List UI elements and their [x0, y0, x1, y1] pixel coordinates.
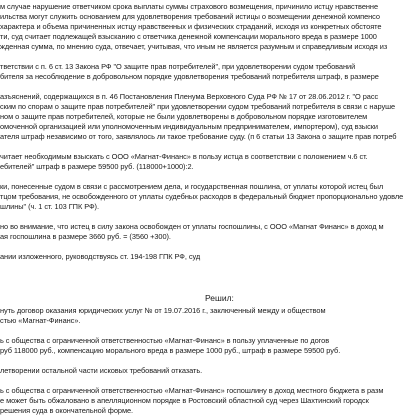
text-line: руб 118000 руб., компенсацию морального вреда в размере 1000 руб., штраф в размере 59500 руб.: [0, 346, 341, 355]
blank-line: [0, 272, 400, 282]
text-line: тцом требования, не освобожденного от уплаты судебных расходов в федеральный бюджет пропорционально удовле: [0, 192, 403, 201]
text-line: м случае нарушение ответчиком срока выплаты суммы страхового возмещения, причинило истцу нравственне: [0, 2, 378, 11]
text-line: ильства могут служить основанием для удовлетворения требований истицы о возмещении денежной компенсо: [0, 12, 380, 21]
blank-line: [0, 82, 400, 92]
blank-line: [0, 296, 400, 306]
text-line: ь с общества с ограниченной ответственностью «Магнат-Финанс» госпошлину в доход местного бюджета в разм: [0, 386, 384, 395]
text-line: шлины" (ч. 1 ст. 103 ГПК РФ).: [0, 202, 99, 211]
text-line: е может быть обжаловано в апелляционном порядке в Ростовский областной суд через Шахтинский городск: [0, 396, 369, 405]
decision-heading: Решил:: [205, 293, 234, 303]
blank-line: [0, 376, 400, 386]
text-line: летворении остальной части исковых требований отказать.: [0, 366, 203, 375]
blank-line: [0, 142, 400, 152]
text-line: решения суда в окончательной форме.: [0, 406, 134, 415]
blank-line: [0, 212, 400, 222]
text-line: ателя штраф независимо от того, заявлялось ли такое требование суду. (п 6 статьи 13 Закона о защите прав потреб: [0, 132, 397, 141]
blank-line: [0, 262, 400, 272]
text-line: читает необходимым взыскать с ООО «Магнат-Финанс» в пользу истца в соответствии с положением ч.6 ст.: [0, 152, 368, 161]
blank-line: [0, 326, 400, 336]
text-line: стью «Магнат-Финанс».: [0, 316, 81, 325]
text-line: тветствии с п. 6 ст. 13 Закона РФ "О защите прав потребителей", при удовлетворении судом требований: [0, 62, 356, 71]
text-line: ь с общества с ограниченной ответственностью «Магнат-Финанс» в пользу уплаченные по догов: [0, 336, 330, 345]
text-line: ном о защите прав потребителей, которые не были удовлетворены в добровольном порядке изготовителем: [0, 112, 368, 121]
text-line: ая госпошлина в размере 3660 руб. = (3560 +300).: [0, 232, 171, 241]
text-line: нуть договор оказания юридических услуг № от 19.07.2016 г., заключенный между и обществом: [0, 306, 326, 315]
blank-line: [0, 172, 400, 182]
blank-line: [0, 52, 400, 62]
text-line: ти, суд считает подлежащей взысканию с ответчика денежной компенсации морального вреда в размере 1000: [0, 32, 377, 41]
text-line: жденная сумма, по мнению суда, отвечает, учитывая, что иным не является разумным и справедливым исходя из: [0, 42, 388, 51]
text-line: ебителей" штраф в размере 59500 руб. (118000+1000):2.: [0, 162, 194, 171]
text-line: но во внимание, что истец в силу закона освобожден от уплаты госпошлины, с ООО «Магнат Финанс» в доход м: [0, 222, 384, 231]
text-line: характера и объема причиненных истцу нравственных и физических страданий, исходя из конкретных обстояте: [0, 22, 382, 31]
text-line: ании изложенного, руководствуясь ст. 194-198 ГПК РФ, суд: [0, 252, 201, 261]
text-line: азъяснений, содержащихся в п. 46 Постановления Пленума Верховного Суда РФ № 17 от 28.06.2012 г. "О расс: [0, 92, 379, 101]
text-line: ским по спорам о защите прав потребителей" при удовлетворении судом требований потребителя в связи с наруше: [0, 102, 396, 111]
blank-line: [0, 242, 400, 252]
text-line: бителя за несоблюдение в добровольном порядке удовлетворения требований потребителя штраф, в размере: [0, 72, 379, 81]
text-line: омоченной организацией или уполномоченным индивидуальным предпринимателем, импортером), суд взыски: [0, 122, 378, 131]
text-line: ки, понесенные судом в связи с рассмотрением дела, и государственная пошлина, от уплаты которой истец был: [0, 182, 384, 191]
blank-line: [0, 356, 400, 366]
